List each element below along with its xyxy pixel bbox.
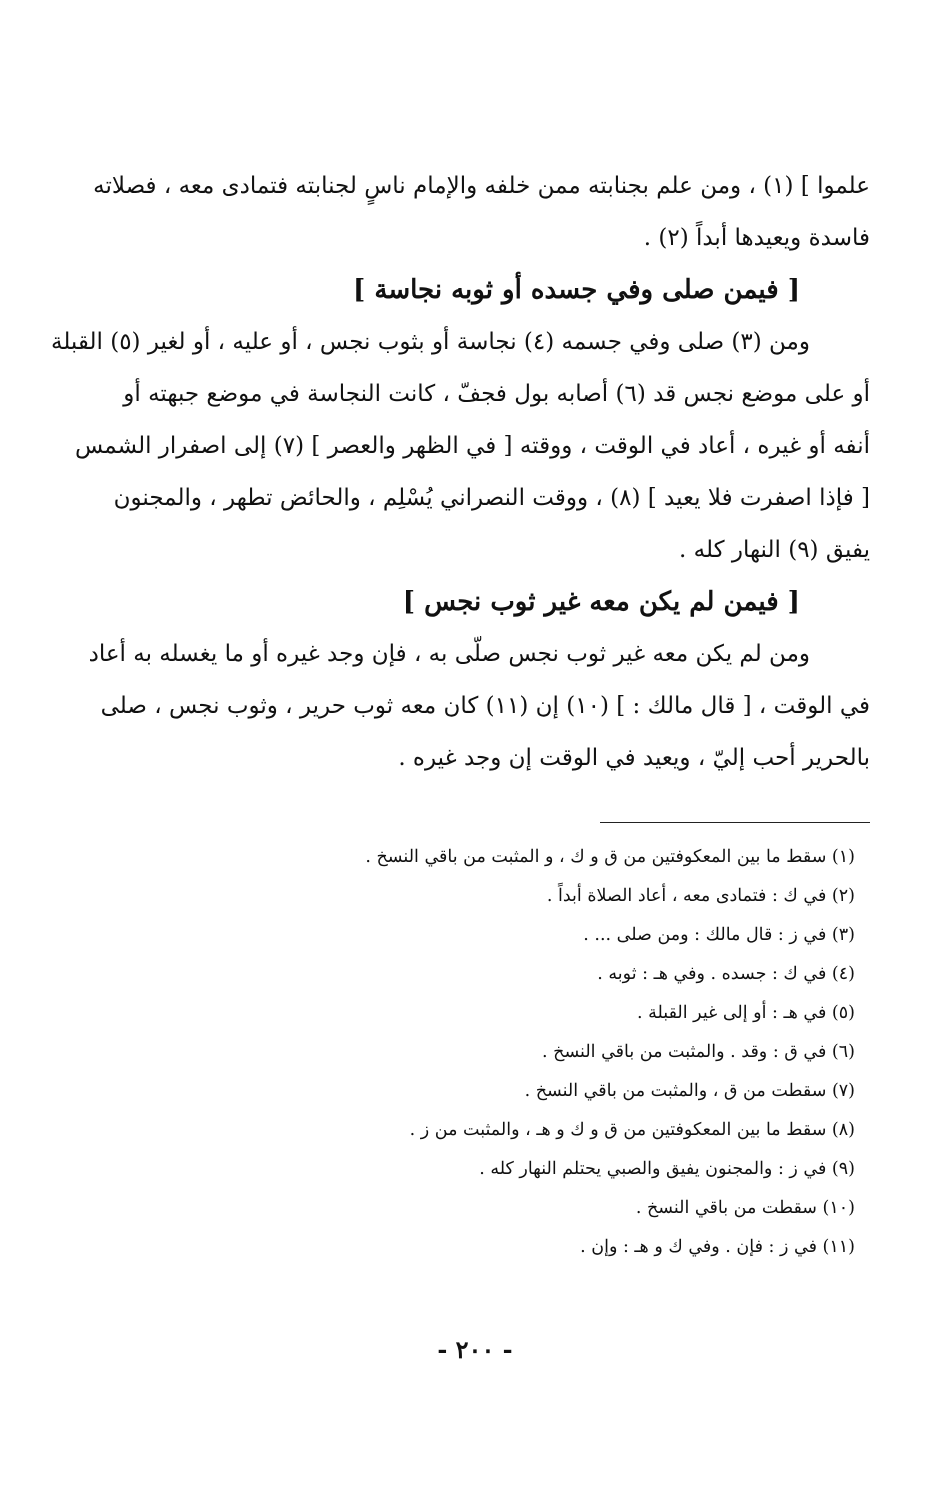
text-line: علموا ] (١) ، ومن علم بجنابته ممن خلفه والإمام ناسٍ لجنابته فتمادى معه ، فصلاته xyxy=(93,173,870,199)
footnote: (١) سقط ما بين المعكوفتين من ق و ك ، و المثبت من باقي النسخ . xyxy=(365,847,855,867)
footnote: (١٠) سقطت من باقي النسخ . xyxy=(635,1198,855,1218)
footnote: (٩) في ز : والمجنون يفيق والصبي يحتلم النهار كله . xyxy=(479,1159,855,1179)
footnote: (٧) سقطت من ق ، والمثبت من باقي النسخ . xyxy=(524,1081,855,1101)
section-heading: [ فيمن صلى وفي جسده أو ثوبه نجاسة ] xyxy=(353,275,800,305)
main-text xyxy=(50,160,870,784)
text-line: فاسدة ويعيدها أبداً (٢) . xyxy=(643,225,870,251)
page-number: - ٢٠٠ - xyxy=(437,1335,513,1364)
section-heading: [ فيمن لم يكن معه غير ثوب نجس ] xyxy=(402,587,800,617)
text-line: أنفه أو غيره ، أعاد في الوقت ، ووقته [ في الظهر والعصر ] (٧) إلى اصفرار الشمس xyxy=(74,433,870,459)
footnote: (٦) في ق : وقد . والمثبت من باقي النسخ . xyxy=(542,1042,855,1062)
text-line: بالحرير أحب إليّ ، ويعيد في الوقت إن وجد غيره . xyxy=(398,745,870,771)
footnote: (٨) سقط ما بين المعكوفتين من ق و ك و هـ ، والمثبت من ز . xyxy=(409,1120,855,1140)
text-line: ومن (٣) صلى وفي جسمه (٤) نجاسة أو بثوب نجس ، أو عليه ، أو لغير (٥) القبلة xyxy=(50,329,810,355)
footnote: (٥) في هـ : أو إلى غير القبلة . xyxy=(636,1003,855,1023)
footnote: (٢) في ك : فتمادى معه ، أعاد الصلاة أبداً . xyxy=(546,886,855,906)
footnote: (٣) في ز : قال مالك : ومن صلى ... . xyxy=(583,925,855,945)
footnote: (١١) في ز : فإن . وفي ك و هـ : وإن . xyxy=(580,1237,855,1257)
footnote: (٤) في ك : جسده . وفي هـ : ثوبه . xyxy=(597,964,855,984)
text-line: [ فإذا اصفرت فلا يعيد ] (٨) ، ووقت النصراني يُسْلِم ، والحائض تطهر ، والمجنون xyxy=(113,485,870,511)
text-line: ومن لم يكن معه غير ثوب نجس صلّى به ، فإن وجد غيره أو ما يغسله به أعاد xyxy=(88,641,810,667)
footnote-divider xyxy=(600,822,870,823)
footnotes xyxy=(155,838,855,1267)
text-line: في الوقت ، [ قال مالك : ] (١٠) إن (١١) كان معه ثوب حرير ، وثوب نجس ، صلى xyxy=(100,693,870,719)
text-line: أو على موضع نجس قد (٦) أصابه بول فجفّ ، كانت النجاسة في موضع جبهته أو xyxy=(123,381,870,407)
text-line: يفيق (٩) النهار كله . xyxy=(679,537,870,563)
